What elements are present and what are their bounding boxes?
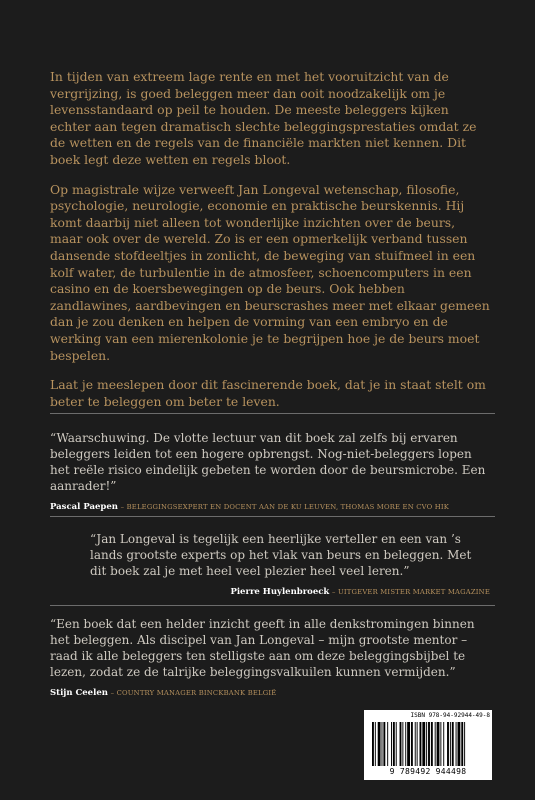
barcode-bar — [396, 722, 397, 766]
barcode-bar — [431, 722, 433, 766]
testimonial-role: – UITGEVER MISTER MARKET MAGAZINE — [332, 588, 490, 596]
testimonial-text: “Een boek dat een helder inzicht geeft in alle denkstromingen binnen het beleggen. Als discipel van Jan Longeval – mijn grootste mentor – raad ik alle beleggers ten stelligste aan om deze beleggingsbijbel te lezen, zodat ze de talrijke beleggingsvalkuilen kunnen vermijden.” — [50, 617, 475, 679]
blurb-paragraph-3: Laat je meeslepen door dit fascinerende boek, dat je in staat stelt om beter te beleggen om beter te leven. — [50, 377, 486, 409]
barcode-bar — [437, 722, 440, 766]
barcode-bar — [402, 722, 403, 766]
barcode-bar — [411, 722, 413, 766]
barcode-bar — [415, 722, 416, 766]
barcode-bar — [407, 722, 410, 766]
barcode-bar — [420, 722, 422, 766]
testimonial-ceelen — [50, 616, 495, 698]
blurb-paragraph-1: In tijden van extreem lage rente en met het vooruitzicht van de vergrijzing, is goed beleggen meer dan ooit noodzakelijk om je levensstandaard op peil te houden. De meeste beleggers kijken echter aan tegen dramatisch slechte beleggingsprestaties omdat ze de wetten en de regels van de financiële markten niet kennen. Dit boek legt deze wetten en regels bloot. — [50, 69, 477, 167]
barcode-bar — [440, 722, 441, 766]
barcode-bar — [405, 722, 406, 766]
testimonial-text: “Waarschuwing. De vlotte lectuur van dit boek zal zelfs bij ervaren beleggers leiden tot een hogere opbrengst. Nog-niet-beleggers lopen het reële risico eindelijk gebeten te worden door de beursmicrobe. Een aanrader!” — [50, 431, 486, 493]
testimonial-huylenbroeck — [90, 531, 490, 597]
barcode-bar — [464, 722, 465, 766]
testimonial-role: – COUNTRY MANAGER BINCKBANK BELGIË — [110, 689, 277, 697]
barcode-bar — [456, 722, 457, 766]
barcode-bar — [458, 722, 461, 766]
barcode-bar — [391, 722, 392, 766]
testimonial-attribution — [50, 688, 495, 698]
testimonial-role: – BELEGGINGSEXPERT EN DOCENT AAN DE KU LEUVEN, THOMAS MORE EN CVO HIK — [120, 503, 450, 511]
divider-quote-2 — [50, 605, 495, 606]
barcode-bar — [422, 722, 425, 766]
barcode-bar — [452, 722, 454, 766]
barcode-bar — [372, 722, 374, 766]
barcode-bar — [443, 722, 444, 766]
book-blurb — [50, 69, 490, 423]
isbn-barcode — [364, 710, 492, 780]
testimonial-paepen — [50, 430, 495, 512]
testimonial-author: Stijn Ceelen — [50, 688, 108, 698]
barcode-bar — [447, 722, 449, 766]
barcode-bar — [387, 722, 388, 766]
testimonial-text: “Jan Longeval is tegelijk een heerlijke verteller en een van ’s lands grootste experts op het vlak van beurs en beleggen. Met dit boek zal je met heel veel plezier heel veel leren.” — [90, 532, 472, 578]
testimonial-attribution — [50, 502, 495, 512]
divider-quote-1 — [50, 516, 495, 517]
isbn-label: ISBN 978-94-92944-49-8 — [410, 712, 490, 719]
divider-top — [50, 413, 495, 414]
barcode-bar — [393, 722, 395, 766]
barcode-bar — [450, 722, 451, 766]
blurb-paragraph-2: Op magistrale wijze verweeft Jan Longeval wetenschap, filosofie, psychologie, neurologie, economie en praktische beurskennis. Hij komt daarbij niet alleen tot wonderlijke inzichten over de beurs, maar ook over de wereld. Zo is er een opmerkelijk verband tussen dansende stofdeeltjes in zonlicht, de beweging van stuifmeel in een kolf water, de turbulentie in de atmosfeer, schoencomputers in een casino en de koersbewegingen op de beurs. Ook hebben zandlawines, aardbevingen en beurscrashes meer met elkaar gemeen dan je zou denken en helpen de vorming van een embryo en de werking van een mierenkolonie je te begrijpen hoe je de beurs moet bespelen. — [50, 181, 490, 363]
barcode-bar — [375, 722, 376, 766]
testimonial-author: Pascal Paepen — [50, 502, 118, 512]
testimonial-attribution — [90, 587, 490, 597]
barcode-bar — [417, 722, 418, 766]
barcode-bar — [428, 722, 430, 766]
barcode-bar — [435, 722, 436, 766]
barcode-bar — [378, 722, 381, 766]
barcode-bars — [372, 722, 488, 766]
barcode-bar — [383, 722, 385, 766]
barcode-digits: 9 789492 944498 — [389, 767, 467, 776]
barcode-bar — [461, 722, 463, 766]
barcode-bar — [426, 722, 427, 766]
barcode-bar — [400, 722, 402, 766]
barcode-bar — [382, 722, 383, 766]
testimonial-author: Pierre Huylenbroeck — [230, 587, 330, 597]
